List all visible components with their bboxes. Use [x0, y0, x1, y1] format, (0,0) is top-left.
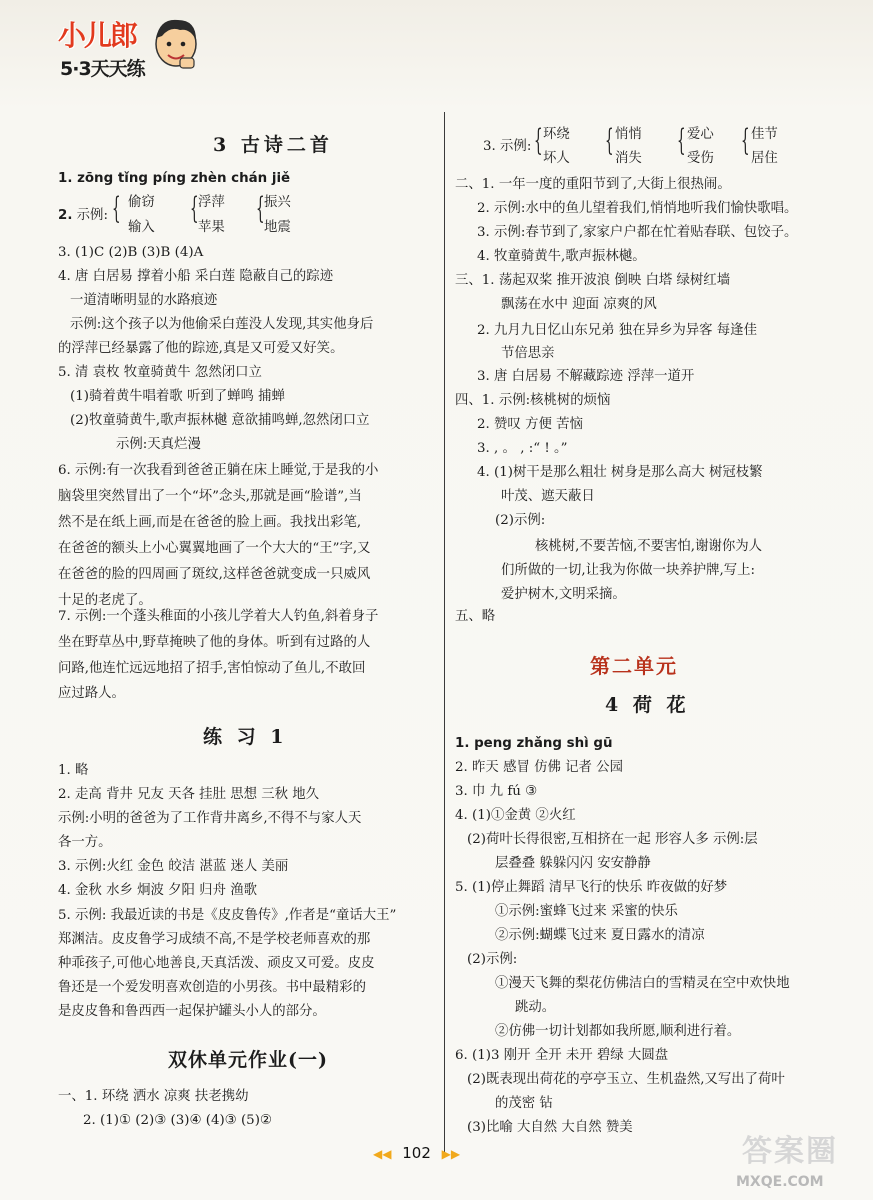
pair-2-top: 浮萍: [198, 195, 225, 210]
answer-5-c: (2)牧童骑黄牛,歌声振林樾 意欲捕鸣蝉,忽然闭口立: [70, 413, 370, 428]
pair-3-bottom: 地震: [264, 220, 291, 235]
part3-1-a: 三、1. 荡起双桨 推开波浪 倒映 白塔 绿树红墙: [455, 273, 731, 288]
answer-5-d: 示例:天真烂漫: [116, 437, 201, 452]
brace: {: [741, 123, 750, 158]
answer-5-a: 5. 清 袁枚 牧童骑黄牛 忽然闭口立: [58, 365, 262, 380]
part4-4-a: 4. (1)树干是那么粗壮 树身是那么高大 树冠枝繁: [477, 465, 763, 480]
part2-3: 3. 示例:春节到了,家家户户都在忙着贴春联、包饺子。: [477, 225, 798, 240]
part3-2-a: 2. 九月九日忆山东兄弟 独在异乡为异客 每逢佳: [477, 323, 757, 338]
lotus-6-a: 6. (1)3 刚开 全开 未开 碧绿 大圆盘: [455, 1048, 669, 1063]
weekend-2: 2. (1)① (2)③ (3)④ (4)③ (5)②: [83, 1113, 272, 1128]
watermark-logo: 答案圈: [742, 1134, 838, 1169]
part4-1: 四、1. 示例:核桃树的烦恼: [455, 393, 611, 408]
cartoon-boy-icon: [150, 14, 202, 76]
lotus-4-a: 4. (1)①金黄 ②火红: [455, 808, 576, 823]
part4-4-e: 们所做的一切,让我为你做一块养护牌,写上:: [501, 563, 756, 578]
pair-3-top: 振兴: [264, 195, 291, 210]
part4-3: 3. , 。 , :“ ! 。”: [477, 441, 568, 456]
section-title-practice: 练 习 1: [203, 726, 288, 748]
practice-2-a: 2. 走高 背井 兄友 天各 挂肚 思想 三秋 地久: [58, 787, 320, 802]
lotus-5-d: (2)示例:: [467, 952, 518, 967]
page-footer: [373, 1144, 503, 1168]
answer-2-label: 2. 示例:: [58, 208, 108, 223]
answer-6-a: 6. 示例:有一次我看到爸爸正躺在床上睡觉,于是我的小: [58, 463, 379, 478]
lotus-6-d: (3)比喻 大自然 大自然 赞美: [467, 1120, 633, 1135]
lotus-6-c: 的茂密 钻: [495, 1096, 553, 1111]
part3-1-b: 飘荡在水中 迎面 凉爽的风: [501, 297, 657, 312]
part2-4: 4. 牧童骑黄牛,歌声振林樾。: [477, 249, 646, 264]
weekend-3-label: 3. 示例:: [483, 139, 532, 154]
part3-3: 3. 唐 白居易 不解藏踪迹 浮萍一道开: [477, 369, 695, 384]
lotus-2: 2. 昨天 感冒 仿佛 记者 公园: [455, 760, 623, 775]
answer-3: 3. (1)C (2)B (3)B (4)A: [58, 245, 204, 260]
lotus-5-g: ②仿佛一切计划都如我所愿,顺利进行着。: [495, 1024, 741, 1039]
brace: {: [677, 123, 686, 158]
lotus-3: 3. 巾 九 fú ③: [455, 784, 538, 799]
lotus-5-c: ②示例:蝴蝶飞过来 夏日露水的清凉: [495, 928, 705, 943]
lotus-5-b: ①示例:蜜蜂飞过来 采蜜的快乐: [495, 904, 678, 919]
r3-pair-3-bottom: 受伤: [687, 151, 714, 166]
part4-2: 2. 赞叹 方便 苦恼: [477, 417, 583, 432]
brace: {: [190, 191, 199, 226]
brace: {: [534, 123, 543, 158]
answer-4-a: 4. 唐 白居易 撑着小船 采白莲 隐蔽自己的踪迹: [58, 269, 334, 284]
answer-4-b: 一道清晰明显的水路痕迹: [70, 293, 218, 308]
practice-5-e: 是皮皮鲁和鲁西西一起保护罐头小人的部分。: [58, 1004, 326, 1019]
answer-6-f: 十足的老虎了。: [58, 593, 152, 608]
lotus-4-c: 层叠叠 躲躲闪闪 安安静静: [495, 856, 651, 871]
practice-2-c: 各一方。: [58, 835, 112, 850]
part4-4-b: 叶茂、遮天蔽日: [501, 489, 595, 504]
answer-6-b: 脑袋里突然冒出了一个“坏”念头,那就是画“脸谱”,当: [58, 489, 362, 504]
column-divider: [444, 112, 445, 1152]
practice-5-b: 郑渊洁。皮皮鲁学习成绩不高,不是学校老师喜欢的那: [58, 932, 371, 947]
lotus-4-b: (2)荷叶长得很密,互相挤在一起 形容人多 示例:层: [467, 832, 758, 847]
practice-1: 1. 略: [58, 763, 89, 778]
answer-6-d: 在爸爸的额头上小心翼翼地画了一个大大的“王”字,又: [58, 541, 371, 556]
pair-2-bottom: 苹果: [198, 220, 225, 235]
part4-4-f: 爱护树木,文明采摘。: [501, 587, 626, 602]
brand-logo: [58, 14, 208, 96]
lotus-6-b: (2)既表现出荷花的亭亭玉立、生机盎然,又写出了荷叶: [467, 1072, 785, 1087]
part4-4-d: 核桃树,不要苦恼,不要害怕,谢谢你为人: [535, 539, 763, 554]
answer-7-b: 坐在野草丛中,野草掩映了他的身体。听到有过路的人: [58, 635, 371, 650]
answer-7-d: 应过路人。: [58, 686, 125, 701]
lotus-1: 1. peng zhǎng shì gū: [455, 736, 613, 751]
r3-pair-1-bottom: 坏人: [543, 151, 570, 166]
site-watermark: [736, 1124, 873, 1200]
practice-5-d: 鲁还是一个爱发明喜欢创造的小男孩。书中最精彩的: [58, 980, 366, 995]
prev-arrows-icon: ◀◀: [373, 1147, 392, 1161]
section-title-4: 4 荷 花: [605, 694, 690, 716]
pair-1-bottom: 输入: [128, 220, 155, 235]
brace: {: [605, 123, 614, 158]
brace: {: [256, 191, 265, 226]
answer-1: 1. zōng tǐng píng zhèn chán jiě: [58, 171, 291, 186]
practice-3: 3. 示例:火红 金色 皎洁 湛蓝 迷人 美丽: [58, 859, 289, 874]
answer-6-c: 然不是在纸上画,而是在爸爸的脸上画。我找出彩笔,: [58, 515, 362, 530]
answer-4-c: 示例:这个孩子以为他偷采白莲没人发现,其实他身后: [70, 317, 374, 332]
answer-7-a: 7. 示例:一个蓬头稚面的小孩儿学着大人钓鱼,斜着身子: [58, 609, 379, 624]
part3-2-b: 节倍思亲: [501, 346, 555, 361]
answer-4-d: 的浮萍已经暴露了他的踪迹,真是又可爱又好笑。: [58, 341, 344, 356]
header-band: [0, 0, 873, 120]
practice-5-a: 5. 示例: 我最近读的书是《皮皮鲁传》,作者是“童话大王”: [58, 908, 397, 923]
practice-2-b: 示例:小明的爸爸为了工作背井离乡,不得不与家人天: [58, 811, 362, 826]
r3-pair-3-top: 爱心: [687, 127, 714, 142]
section-title-3: 3 古诗二首: [213, 134, 333, 156]
practice-5-c: 种乖孩子,可他心地善良,天真活泼、顽皮又可爱。皮皮: [58, 956, 375, 971]
r3-pair-2-top: 悄悄: [615, 127, 642, 142]
page-number: 102: [402, 1144, 431, 1162]
part5: 五、略: [455, 609, 496, 624]
brace: {: [112, 191, 121, 226]
unit-title: 第二单元: [590, 654, 678, 678]
watermark-site: MXQE.COM: [736, 1174, 824, 1190]
lotus-5-f: 跳动。: [515, 1000, 556, 1015]
section-title-weekend: 双休单元作业(一): [168, 1049, 328, 1071]
r3-pair-4-bottom: 居住: [751, 151, 778, 166]
answer-7-c: 问路,他连忙远远地招了招手,害怕惊动了鱼儿,不敢回: [58, 661, 366, 676]
lotus-5-e: ①漫天飞舞的梨花仿佛洁白的雪精灵在空中欢快地: [495, 976, 790, 991]
pair-1-top: 偷窃: [128, 195, 155, 210]
r3-pair-1-top: 环绕: [543, 127, 570, 142]
weekend-1: 一、1. 环绕 洒水 凉爽 扶老携幼: [58, 1089, 249, 1104]
lotus-5-a: 5. (1)停止舞蹈 清早飞行的快乐 昨夜做的好梦: [455, 880, 728, 895]
answer-6-e: 在爸爸的脸的四周画了斑纹,这样爸爸就变成一只威风: [58, 567, 371, 582]
part2-2: 2. 示例:水中的鱼儿望着我们,悄悄地听我们愉快歌唱。: [477, 201, 798, 216]
logo-title: 小儿郎: [58, 19, 137, 52]
r3-pair-2-bottom: 消失: [615, 151, 642, 166]
part4-4-c: (2)示例:: [495, 513, 546, 528]
logo-subtitle: 5·3天天练: [60, 58, 145, 80]
part2-1: 二、1. 一年一度的重阳节到了,大街上很热闹。: [455, 177, 731, 192]
r3-pair-4-top: 佳节: [751, 127, 778, 142]
practice-4: 4. 金秋 水乡 炯波 夕阳 归舟 渔歌: [58, 883, 258, 898]
answer-5-b: (1)骑着黄牛唱着歌 听到了蝉鸣 捕蝉: [70, 389, 285, 404]
next-arrows-icon: ▶▶: [441, 1147, 461, 1161]
